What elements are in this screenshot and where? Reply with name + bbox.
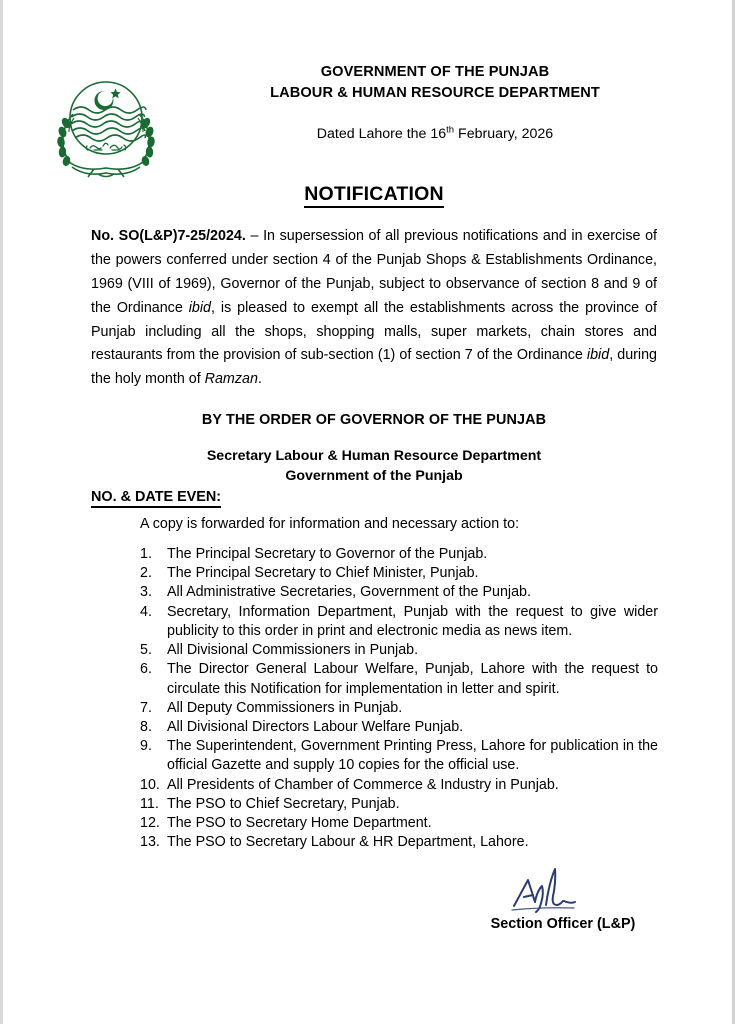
signature-designation: Section Officer (L&P) xyxy=(490,916,636,932)
signatory-block xyxy=(91,446,657,486)
paragraph-dash: – xyxy=(245,228,264,244)
list-item xyxy=(140,583,658,602)
italic-ibid-1: ibid xyxy=(188,299,211,316)
list-item xyxy=(140,660,658,698)
list-item xyxy=(140,776,658,795)
list-item xyxy=(140,737,658,775)
list-item-number: 5. xyxy=(140,642,152,659)
notification-body xyxy=(91,183,657,406)
signature-area xyxy=(443,862,683,932)
list-item xyxy=(140,545,658,564)
emblem-container xyxy=(3,62,208,184)
list-item xyxy=(140,795,658,814)
list-item xyxy=(140,833,658,852)
punjab-government-emblem-icon xyxy=(46,66,166,184)
list-item-text: All Deputy Commissioners in Punjab. xyxy=(167,699,403,716)
italic-ramzan: Ramzan xyxy=(204,371,258,388)
italic-ibid-2: ibid xyxy=(586,347,610,364)
paragraph-part-4: . xyxy=(257,371,262,388)
list-item-text: All Presidents of Chamber of Commerce & Industry in Punjab. xyxy=(167,776,559,793)
copy-forwarded-line: A copy is forwarded for information and necessary action to: xyxy=(140,516,520,532)
paragraph-part-1: In supersession of all previous notifications and in exercise of the powers conferred under section 4 of the Punjab Shops & Establishments Ordinance, 1969 (VIII of 1969), Governor of the Punjab, subject to observance of section 8 and 9 of the Ordinance xyxy=(91,228,657,316)
list-item-text: The Director General Labour Welfare, Punjab, Lahore with the request to circulate this Notification for implementation in letter and spirit. xyxy=(167,661,658,697)
list-item xyxy=(140,641,658,660)
by-order-line: BY THE ORDER OF GOVERNOR OF THE PUNJAB xyxy=(201,412,547,428)
signatory-line-1: Secretary Labour & Human Resource Department xyxy=(206,448,542,464)
list-item-text: The PSO to Secretary Labour & HR Department, Lahore. xyxy=(167,834,529,851)
header-text-block xyxy=(208,62,732,145)
handwritten-signature-icon xyxy=(508,862,618,914)
list-item-text: The PSO to Chief Secretary, Punjab. xyxy=(167,795,400,812)
dated-ordinal: th xyxy=(446,124,455,136)
list-item-text: The PSO to Secretary Home Department. xyxy=(167,815,432,832)
list-item-number: 4. xyxy=(140,603,152,620)
list-item-text: The Principal Secretary to Chief Minister, Punjab. xyxy=(167,565,479,582)
list-item-text: All Administrative Secretaries, Government of the Punjab. xyxy=(167,584,531,601)
list-item-text: The Superintendent, Government Printing Press, Lahore for publication in the official Gazette and supply 10 copies for the official use. xyxy=(167,738,658,774)
list-item xyxy=(140,814,658,833)
endorsement-heading xyxy=(91,489,221,505)
list-item xyxy=(140,718,658,737)
list-item-number: 10. xyxy=(140,776,160,793)
list-item-number: 8. xyxy=(140,718,152,735)
signatory-line-2: Government of the Punjab xyxy=(285,468,463,485)
order-block xyxy=(91,412,657,486)
notification-paragraph xyxy=(91,225,657,392)
list-item xyxy=(140,699,658,718)
dated-prefix: Dated Lahore the 16 xyxy=(316,126,447,143)
list-item-text: The Principal Secretary to Governor of the Punjab. xyxy=(167,546,488,562)
paragraph-part-2: , is pleased to exempt all the establishments across the province of Punjab including all the shops, shopping malls, super markets, chain stores and restaurants from the provision of sub-section (1) of section 7 of the Ordinance xyxy=(91,299,657,364)
list-item-number: 1. xyxy=(140,546,152,562)
list-item-number: 6. xyxy=(140,661,152,678)
list-item-number: 9. xyxy=(140,738,152,755)
list-item-number: 2. xyxy=(140,565,152,582)
reference-number: No. SO(L&P)7-25/2024. xyxy=(91,228,246,244)
endorsement-heading-text: NO. & DATE EVEN: xyxy=(91,489,221,508)
list-item-number: 11. xyxy=(140,795,159,812)
list-item-number: 3. xyxy=(140,584,152,601)
page-sheet xyxy=(3,0,732,1024)
page-title xyxy=(91,183,657,208)
dated-line xyxy=(208,125,662,145)
list-item-text: All Divisional Directors Labour Welfare Punjab. xyxy=(167,718,464,735)
organization-line-2: LABOUR & HUMAN RESOURCE DEPARTMENT xyxy=(270,84,600,101)
page-title-text: NOTIFICATION xyxy=(304,183,444,208)
organization-line-1: GOVERNMENT OF THE PUNJAB xyxy=(320,64,550,80)
document-header xyxy=(3,62,732,184)
paragraph-part-3: , during the holy month of xyxy=(91,347,657,388)
list-item-text: Secretary, Information Department, Punjab with the request to give wider publicity to this order in print and electronic media as news item. xyxy=(167,603,658,639)
list-item xyxy=(140,603,658,641)
list-item xyxy=(140,564,658,583)
list-item-number: 7. xyxy=(140,699,152,716)
list-item-text: All Divisional Commissioners in Punjab. xyxy=(167,642,419,659)
list-item-number: 13. xyxy=(140,834,160,851)
recipient-list xyxy=(140,545,658,853)
list-item-number: 12. xyxy=(140,815,160,832)
dated-suffix: February, 2026 xyxy=(454,126,554,143)
